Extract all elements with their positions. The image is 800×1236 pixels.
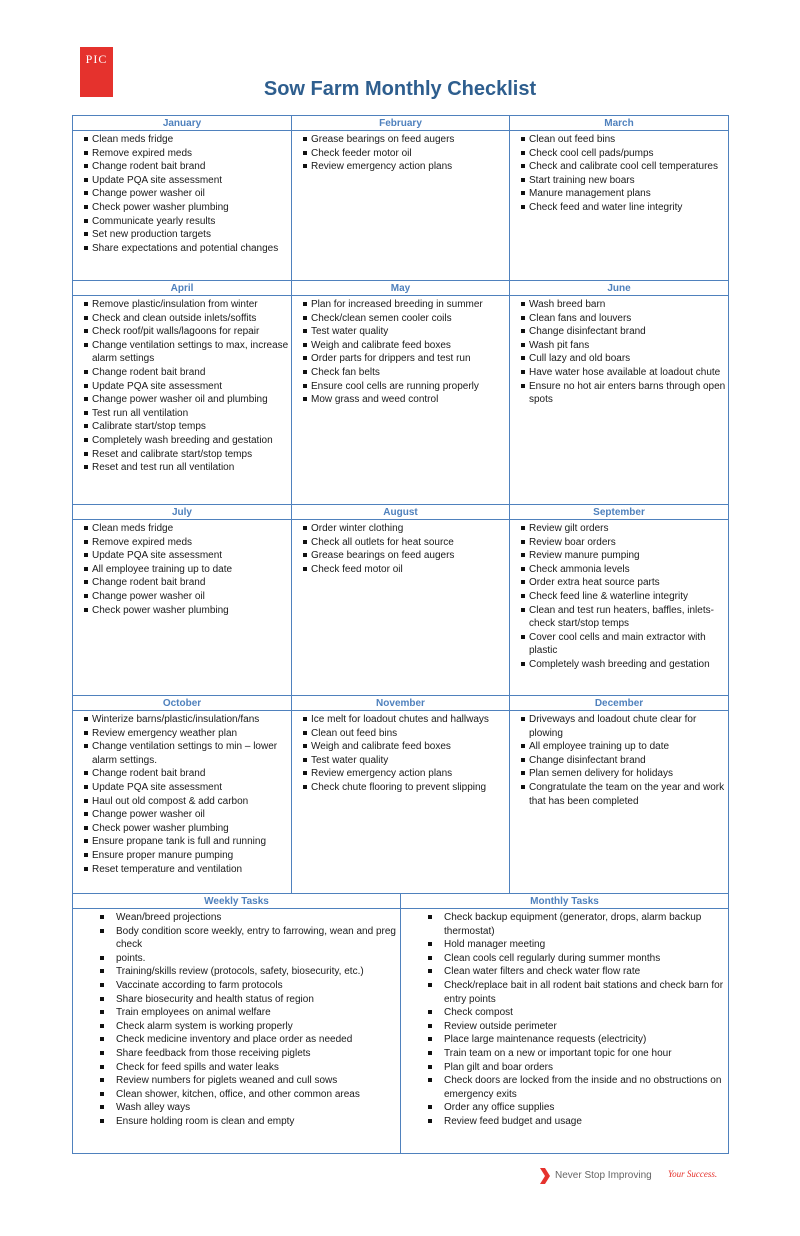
task-item: Order any office supplies bbox=[403, 1101, 726, 1115]
task-item: Reset and test run all ventilation bbox=[75, 461, 289, 475]
task-item: Check compost bbox=[403, 1006, 726, 1020]
task-item: Change rodent bait brand bbox=[75, 767, 289, 781]
month-cell bbox=[292, 520, 510, 696]
month-header: June bbox=[510, 281, 729, 296]
task-item: Check power washer plumbing bbox=[75, 604, 289, 618]
task-item: Change rodent bait brand bbox=[75, 366, 289, 380]
month-cell bbox=[73, 711, 292, 894]
task-item: Check chute flooring to prevent slipping bbox=[294, 781, 507, 795]
task-item: Ensure no hot air enters barns through open spots bbox=[512, 380, 726, 407]
task-item: Haul out old compost & add carbon bbox=[75, 795, 289, 809]
month-cell bbox=[73, 520, 292, 696]
task-item: Weigh and calibrate feed boxes bbox=[294, 740, 507, 754]
task-item: Wash breed barn bbox=[512, 298, 726, 312]
task-item: Review emergency action plans bbox=[294, 160, 507, 174]
month-body-row bbox=[73, 711, 729, 894]
task-list bbox=[75, 133, 289, 255]
month-cell bbox=[510, 520, 729, 696]
month-cell bbox=[292, 711, 510, 894]
task-item: Have water hose available at loadout chute bbox=[512, 366, 726, 380]
task-item: Check for feed spills and water leaks bbox=[75, 1061, 398, 1075]
task-item: Update PQA site assessment bbox=[75, 380, 289, 394]
task-item: Test run all ventilation bbox=[75, 407, 289, 421]
task-item: Review emergency action plans bbox=[294, 767, 507, 781]
task-item: Ensure proper manure pumping bbox=[75, 849, 289, 863]
task-item: Hold manager meeting bbox=[403, 938, 726, 952]
task-item: Driveways and loadout chute clear for plowing bbox=[512, 713, 726, 740]
task-item: Remove expired meds bbox=[75, 147, 289, 161]
task-item: Change disinfectant brand bbox=[512, 325, 726, 339]
task-item: Review emergency weather plan bbox=[75, 727, 289, 741]
task-item: Check and calibrate cool cell temperatures bbox=[512, 160, 726, 174]
task-item: Order winter clothing bbox=[294, 522, 507, 536]
task-item: Check feed and water line integrity bbox=[512, 201, 726, 215]
task-item: Check all outlets for heat source bbox=[294, 536, 507, 550]
task-item: Change power washer oil bbox=[75, 187, 289, 201]
task-list bbox=[75, 298, 289, 475]
task-item: Congratulate the team on the year and work that has been completed bbox=[512, 781, 726, 808]
task-item: Change ventilation settings to min – lower alarm settings. bbox=[75, 740, 289, 767]
month-header: November bbox=[292, 696, 510, 711]
task-item: Cover cool cells and main extractor with plastic bbox=[512, 631, 726, 658]
task-item: Share biosecurity and health status of region bbox=[75, 993, 398, 1007]
task-item: Grease bearings on feed augers bbox=[294, 133, 507, 147]
month-header: October bbox=[73, 696, 292, 711]
task-item: Review outside perimeter bbox=[403, 1020, 726, 1034]
month-header-row bbox=[73, 696, 729, 711]
task-list bbox=[294, 522, 507, 576]
month-header: April bbox=[73, 281, 292, 296]
task-item: Weigh and calibrate feed boxes bbox=[294, 339, 507, 353]
task-item: Update PQA site assessment bbox=[75, 781, 289, 795]
month-cell bbox=[73, 131, 292, 281]
task-item: Clean out feed bins bbox=[294, 727, 507, 741]
task-item: Clean out feed bins bbox=[512, 133, 726, 147]
task-list bbox=[512, 713, 726, 808]
month-header: December bbox=[510, 696, 729, 711]
task-list bbox=[294, 713, 507, 795]
task-list bbox=[512, 298, 726, 407]
task-item: Check ammonia levels bbox=[512, 563, 726, 577]
task-item: Share feedback from those receiving piglets bbox=[75, 1047, 398, 1061]
task-item: Change power washer oil bbox=[75, 590, 289, 604]
weekly-tasks-cell bbox=[73, 909, 401, 1154]
recurring-body-row bbox=[73, 909, 729, 1154]
month-cell bbox=[510, 711, 729, 894]
chevron-logo-icon bbox=[540, 1168, 550, 1184]
task-item: Remove expired meds bbox=[75, 536, 289, 550]
task-item: Set new production targets bbox=[75, 228, 289, 242]
task-item: Check feed line & waterline integrity bbox=[512, 590, 726, 604]
task-item: Plan for increased breeding in summer bbox=[294, 298, 507, 312]
task-item: Check medicine inventory and place order as needed bbox=[75, 1033, 398, 1047]
task-item: Body condition score weekly, entry to farrowing, wean and preg check bbox=[75, 925, 398, 952]
task-item: Clean water filters and check water flow rate bbox=[403, 965, 726, 979]
task-item: Wean/breed projections bbox=[75, 911, 398, 925]
task-item: Place large maintenance requests (electricity) bbox=[403, 1033, 726, 1047]
task-item: Order parts for drippers and test run bbox=[294, 352, 507, 366]
task-item: Check feed motor oil bbox=[294, 563, 507, 577]
task-item: Completely wash breeding and gestation bbox=[75, 434, 289, 448]
recurring-tasks-table bbox=[72, 893, 729, 1154]
month-cell bbox=[292, 131, 510, 281]
task-list bbox=[294, 133, 507, 174]
logo-text: PIC bbox=[85, 52, 108, 66]
month-header: September bbox=[510, 505, 729, 520]
task-item: Wash pit fans bbox=[512, 339, 726, 353]
task-item: Ice melt for loadout chutes and hallways bbox=[294, 713, 507, 727]
task-item: Reset temperature and ventilation bbox=[75, 863, 289, 877]
task-item: Check roof/pit walls/lagoons for repair bbox=[75, 325, 289, 339]
task-list bbox=[512, 133, 726, 215]
month-header: February bbox=[292, 116, 510, 131]
task-item: Manure management plans bbox=[512, 187, 726, 201]
task-item: Change power washer oil and plumbing bbox=[75, 393, 289, 407]
task-item: Check/replace bait in all rodent bait stations and check barn for entry points bbox=[403, 979, 726, 1006]
task-item: Update PQA site assessment bbox=[75, 174, 289, 188]
task-list bbox=[512, 522, 726, 672]
task-item: Train team on a new or important topic for one hour bbox=[403, 1047, 726, 1061]
task-item: Review feed budget and usage bbox=[403, 1115, 726, 1129]
task-item: Clean and test run heaters, baffles, inlets-check start/stop temps bbox=[512, 604, 726, 631]
task-item: Change rodent bait brand bbox=[75, 576, 289, 590]
task-item: Check/clean semen cooler coils bbox=[294, 312, 507, 326]
task-item: Test water quality bbox=[294, 754, 507, 768]
month-header-row bbox=[73, 281, 729, 296]
task-item: Update PQA site assessment bbox=[75, 549, 289, 563]
task-list bbox=[75, 713, 289, 876]
task-item: Wash alley ways bbox=[75, 1101, 398, 1115]
task-item: Check power washer plumbing bbox=[75, 201, 289, 215]
task-item: Plan gilt and boar orders bbox=[403, 1061, 726, 1075]
month-header-row bbox=[73, 116, 729, 131]
monthly-checklist-table bbox=[72, 115, 729, 894]
task-item: Check power washer plumbing bbox=[75, 822, 289, 836]
task-item: Order extra heat source parts bbox=[512, 576, 726, 590]
task-item: Grease bearings on feed augers bbox=[294, 549, 507, 563]
task-item: Clean shower, kitchen, office, and other common areas bbox=[75, 1088, 398, 1102]
task-item: Mow grass and weed control bbox=[294, 393, 507, 407]
task-item: Communicate yearly results bbox=[75, 215, 289, 229]
task-item: Clean meds fridge bbox=[75, 133, 289, 147]
task-item: Check fan belts bbox=[294, 366, 507, 380]
task-item: Check feeder motor oil bbox=[294, 147, 507, 161]
month-header-row bbox=[73, 505, 729, 520]
month-cell bbox=[73, 296, 292, 505]
month-header: March bbox=[510, 116, 729, 131]
task-item: Check doors are locked from the inside and no obstructions on emergency exits bbox=[403, 1074, 726, 1101]
month-header: January bbox=[73, 116, 292, 131]
recurring-header-row bbox=[73, 894, 729, 909]
task-item: Remove plastic/insulation from winter bbox=[75, 298, 289, 312]
task-item: Test water quality bbox=[294, 325, 507, 339]
task-list bbox=[75, 522, 289, 617]
task-item: Check and clean outside inlets/soffits bbox=[75, 312, 289, 326]
task-item: Train employees on animal welfare bbox=[75, 1006, 398, 1020]
task-item: Cull lazy and old boars bbox=[512, 352, 726, 366]
task-item: Share expectations and potential changes bbox=[75, 242, 289, 256]
month-header: July bbox=[73, 505, 292, 520]
task-list bbox=[403, 911, 726, 1129]
task-item: Check alarm system is working properly bbox=[75, 1020, 398, 1034]
month-cell bbox=[510, 131, 729, 281]
task-item: Review boar orders bbox=[512, 536, 726, 550]
task-item: All employee training up to date bbox=[512, 740, 726, 754]
task-item: Review numbers for piglets weaned and cull sows bbox=[75, 1074, 398, 1088]
task-item: Clean fans and louvers bbox=[512, 312, 726, 326]
task-item: Review manure pumping bbox=[512, 549, 726, 563]
task-item: All employee training up to date bbox=[75, 563, 289, 577]
task-item: Training/skills review (protocols, safety, biosecurity, etc.) bbox=[75, 965, 398, 979]
task-item: Ensure cool cells are running properly bbox=[294, 380, 507, 394]
task-item: Change power washer oil bbox=[75, 808, 289, 822]
task-item: Change ventilation settings to max, increase alarm settings bbox=[75, 339, 289, 366]
task-item: Change rodent bait brand bbox=[75, 160, 289, 174]
month-header: May bbox=[292, 281, 510, 296]
task-item: Start training new boars bbox=[512, 174, 726, 188]
monthly-tasks-header: Monthly Tasks bbox=[401, 894, 729, 909]
task-item: Change disinfectant brand bbox=[512, 754, 726, 768]
task-item: Plan semen delivery for holidays bbox=[512, 767, 726, 781]
task-item: points. bbox=[75, 952, 398, 966]
task-item: Vaccinate according to farm protocols bbox=[75, 979, 398, 993]
task-item: Calibrate start/stop temps bbox=[75, 420, 289, 434]
task-item: Check backup equipment (generator, drops, alarm backup thermostat) bbox=[403, 911, 726, 938]
task-list bbox=[75, 911, 398, 1129]
month-body-row bbox=[73, 520, 729, 696]
month-cell bbox=[510, 296, 729, 505]
month-body-row bbox=[73, 131, 729, 281]
task-item: Completely wash breeding and gestation bbox=[512, 658, 726, 672]
task-item: Winterize barns/plastic/insulation/fans bbox=[75, 713, 289, 727]
task-item: Check cool cell pads/pumps bbox=[512, 147, 726, 161]
task-list bbox=[294, 298, 507, 407]
monthly-tasks-cell bbox=[401, 909, 729, 1154]
task-item: Ensure propane tank is full and running bbox=[75, 835, 289, 849]
task-item: Clean meds fridge bbox=[75, 522, 289, 536]
month-cell bbox=[292, 296, 510, 505]
task-item: Review gilt orders bbox=[512, 522, 726, 536]
task-item: Reset and calibrate start/stop temps bbox=[75, 448, 289, 462]
page-title: Sow Farm Monthly Checklist bbox=[263, 78, 537, 100]
task-item: Clean cools cell regularly during summer months bbox=[403, 952, 726, 966]
task-item: Ensure holding room is clean and empty bbox=[75, 1115, 398, 1129]
month-header: August bbox=[292, 505, 510, 520]
month-body-row bbox=[73, 296, 729, 505]
weekly-tasks-header: Weekly Tasks bbox=[73, 894, 401, 909]
slogan-text: Never Stop Improving bbox=[555, 1170, 652, 1181]
slogan-tagline: Your Success. bbox=[668, 1169, 718, 1179]
